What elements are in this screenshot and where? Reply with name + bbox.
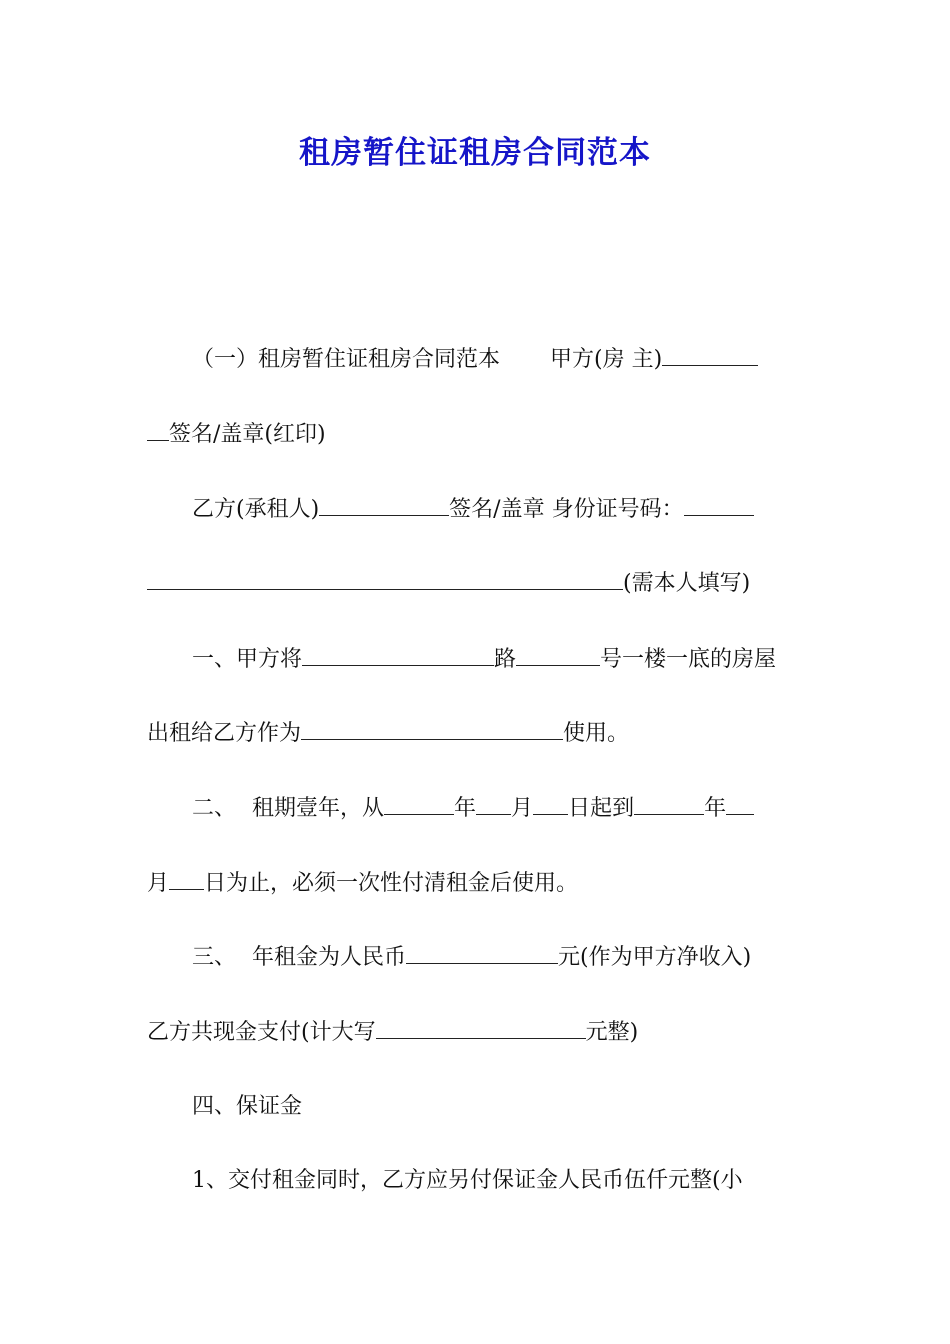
text-segment: 签名/盖章(红印) (169, 422, 326, 447)
blank-field (169, 863, 204, 890)
text-line (147, 937, 807, 977)
text-line (147, 1012, 807, 1052)
text-segment: 年租金为人民币 (252, 945, 407, 970)
text-segment: 三、 (192, 945, 237, 970)
text-segment: 二、 (192, 796, 237, 821)
text-segment: 签名/盖章 身份证号码： (449, 497, 684, 522)
blank-field (147, 414, 169, 441)
text-line (147, 713, 807, 753)
text-segment: 路 (494, 647, 517, 672)
blank-field (147, 563, 623, 590)
blank-field (384, 788, 454, 815)
text-segment: 年 (704, 796, 727, 821)
text-segment: 日起到 (568, 796, 635, 821)
text-segment: 乙方共现金支付(计大写 (147, 1020, 376, 1045)
text-line (147, 563, 807, 603)
blank-field (662, 339, 758, 366)
blank-field (533, 788, 568, 815)
blank-field (406, 937, 558, 964)
text-segment: 一、甲方将 (192, 647, 303, 672)
text-segment: 四、保证金 (192, 1094, 303, 1119)
text-segment: 租期壹年，从 (252, 796, 385, 821)
text-line (147, 339, 807, 379)
text-segment: 乙方(承租人) (192, 497, 320, 522)
text-segment: （一）租房暂住证租房合同范本 (192, 347, 501, 372)
blank-field (516, 639, 600, 666)
text-segment: 日为止，必须一次性付清租金后使用。 (204, 871, 579, 896)
text-line (147, 414, 807, 454)
blank-field (301, 713, 563, 740)
text-segment: 号一楼一底的房屋 (600, 647, 777, 672)
text-segment: (需本人填写) (623, 571, 751, 596)
text-segment: 使用。 (563, 721, 630, 746)
text-line (147, 489, 807, 529)
text-segment: 年 (454, 796, 477, 821)
blank-field (319, 489, 449, 516)
blank-field (302, 639, 494, 666)
text-line (147, 788, 807, 828)
document-title: 租房暂住证租房合同范本 (299, 135, 651, 171)
blank-field (376, 1012, 586, 1039)
text-segment: 月 (511, 796, 534, 821)
text-line (147, 1161, 807, 1201)
blank-field (634, 788, 704, 815)
text-segment: 出租给乙方作为 (147, 721, 302, 746)
text-line (147, 639, 807, 679)
blank-field (684, 489, 754, 516)
text-segment: 元整) (585, 1020, 639, 1045)
text-segment: 1、交付租金同时，乙方应另付保证金人民币伍仟元整(小 (192, 1168, 743, 1193)
text-line (147, 863, 807, 903)
text-segment: 月 (147, 871, 170, 896)
blank-field (476, 788, 511, 815)
text-line (147, 1087, 807, 1127)
text-segment: 元(作为甲方净收入) (558, 945, 752, 970)
text-segment: 甲方(房 主) (550, 347, 663, 372)
blank-field (726, 788, 754, 815)
